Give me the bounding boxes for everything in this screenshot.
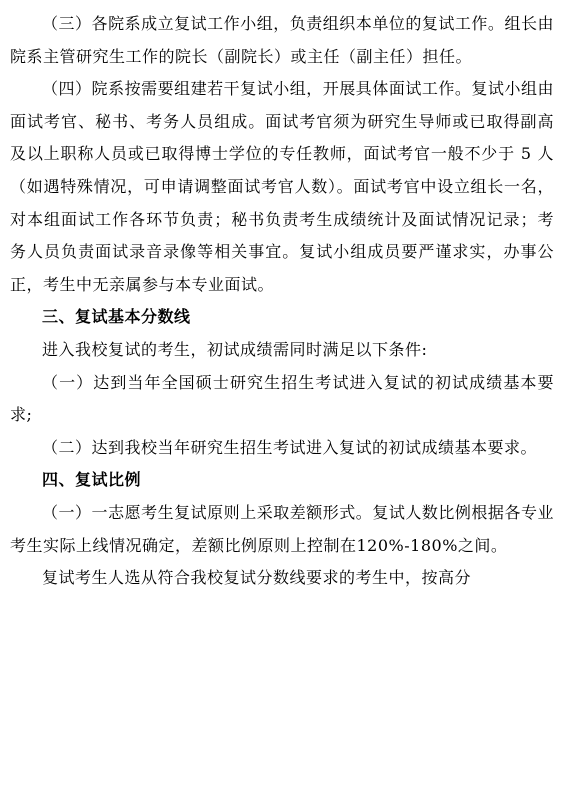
paragraph-review-team: （三）各院系成立复试工作小组，负责组织本单位的复试工作。组长由院系主管研究生工作的院长（副院长）或主任（副主任）担任。 — [10, 14, 554, 66]
paragraph-condition-school: （二）达到我校当年研究生招生考试进入复试的初试成绩基本要求。 — [42, 437, 538, 457]
paragraph-condition-national: （一）达到当年全国硕士研究生招生考试进入复试的初试成绩基本要求; — [10, 372, 554, 425]
paragraph-interview-groups: （四）院系按需要组建若干复试小组，开展具体面试工作。复试小组由面试考官、秘书、考务人员组成。面试考官须为研究生导师或已取得副高及以上职称人员或已取得博士学位的专任教师，面试考官一般不少于 5 人（如遇特殊情况，可申请调整面试考官人数）。面试考官中设立组长一名，对本组面试工作各环节负责；秘书负责考生成绩统计及面试情况记录；考务人员负责面试录音录像等相关事宜。复试小组成员要严谨求实，办事公正，考生中无亲属参与本专业面试。 — [10, 79, 554, 294]
document-page — [10, 8, 554, 595]
section-heading-review-ratio: 四、复试比例 — [42, 470, 142, 490]
paragraph-ratio-first-choice: （一）一志愿考生复试原则上采取差额形式。复试人数比例根据各专业考生实际上线情况确定，差额比例原则上控制在120%-180%之间。 — [10, 502, 554, 555]
paragraph-entry-conditions: 进入我校复试的考生，初试成绩需同时满足以下条件: — [42, 339, 428, 359]
section-heading-basic-score-line: 三、复试基本分数线 — [42, 307, 191, 327]
paragraph-candidate-selection: 复试考生人选从符合我校复试分数线要求的考生中，按高分 — [42, 568, 472, 588]
